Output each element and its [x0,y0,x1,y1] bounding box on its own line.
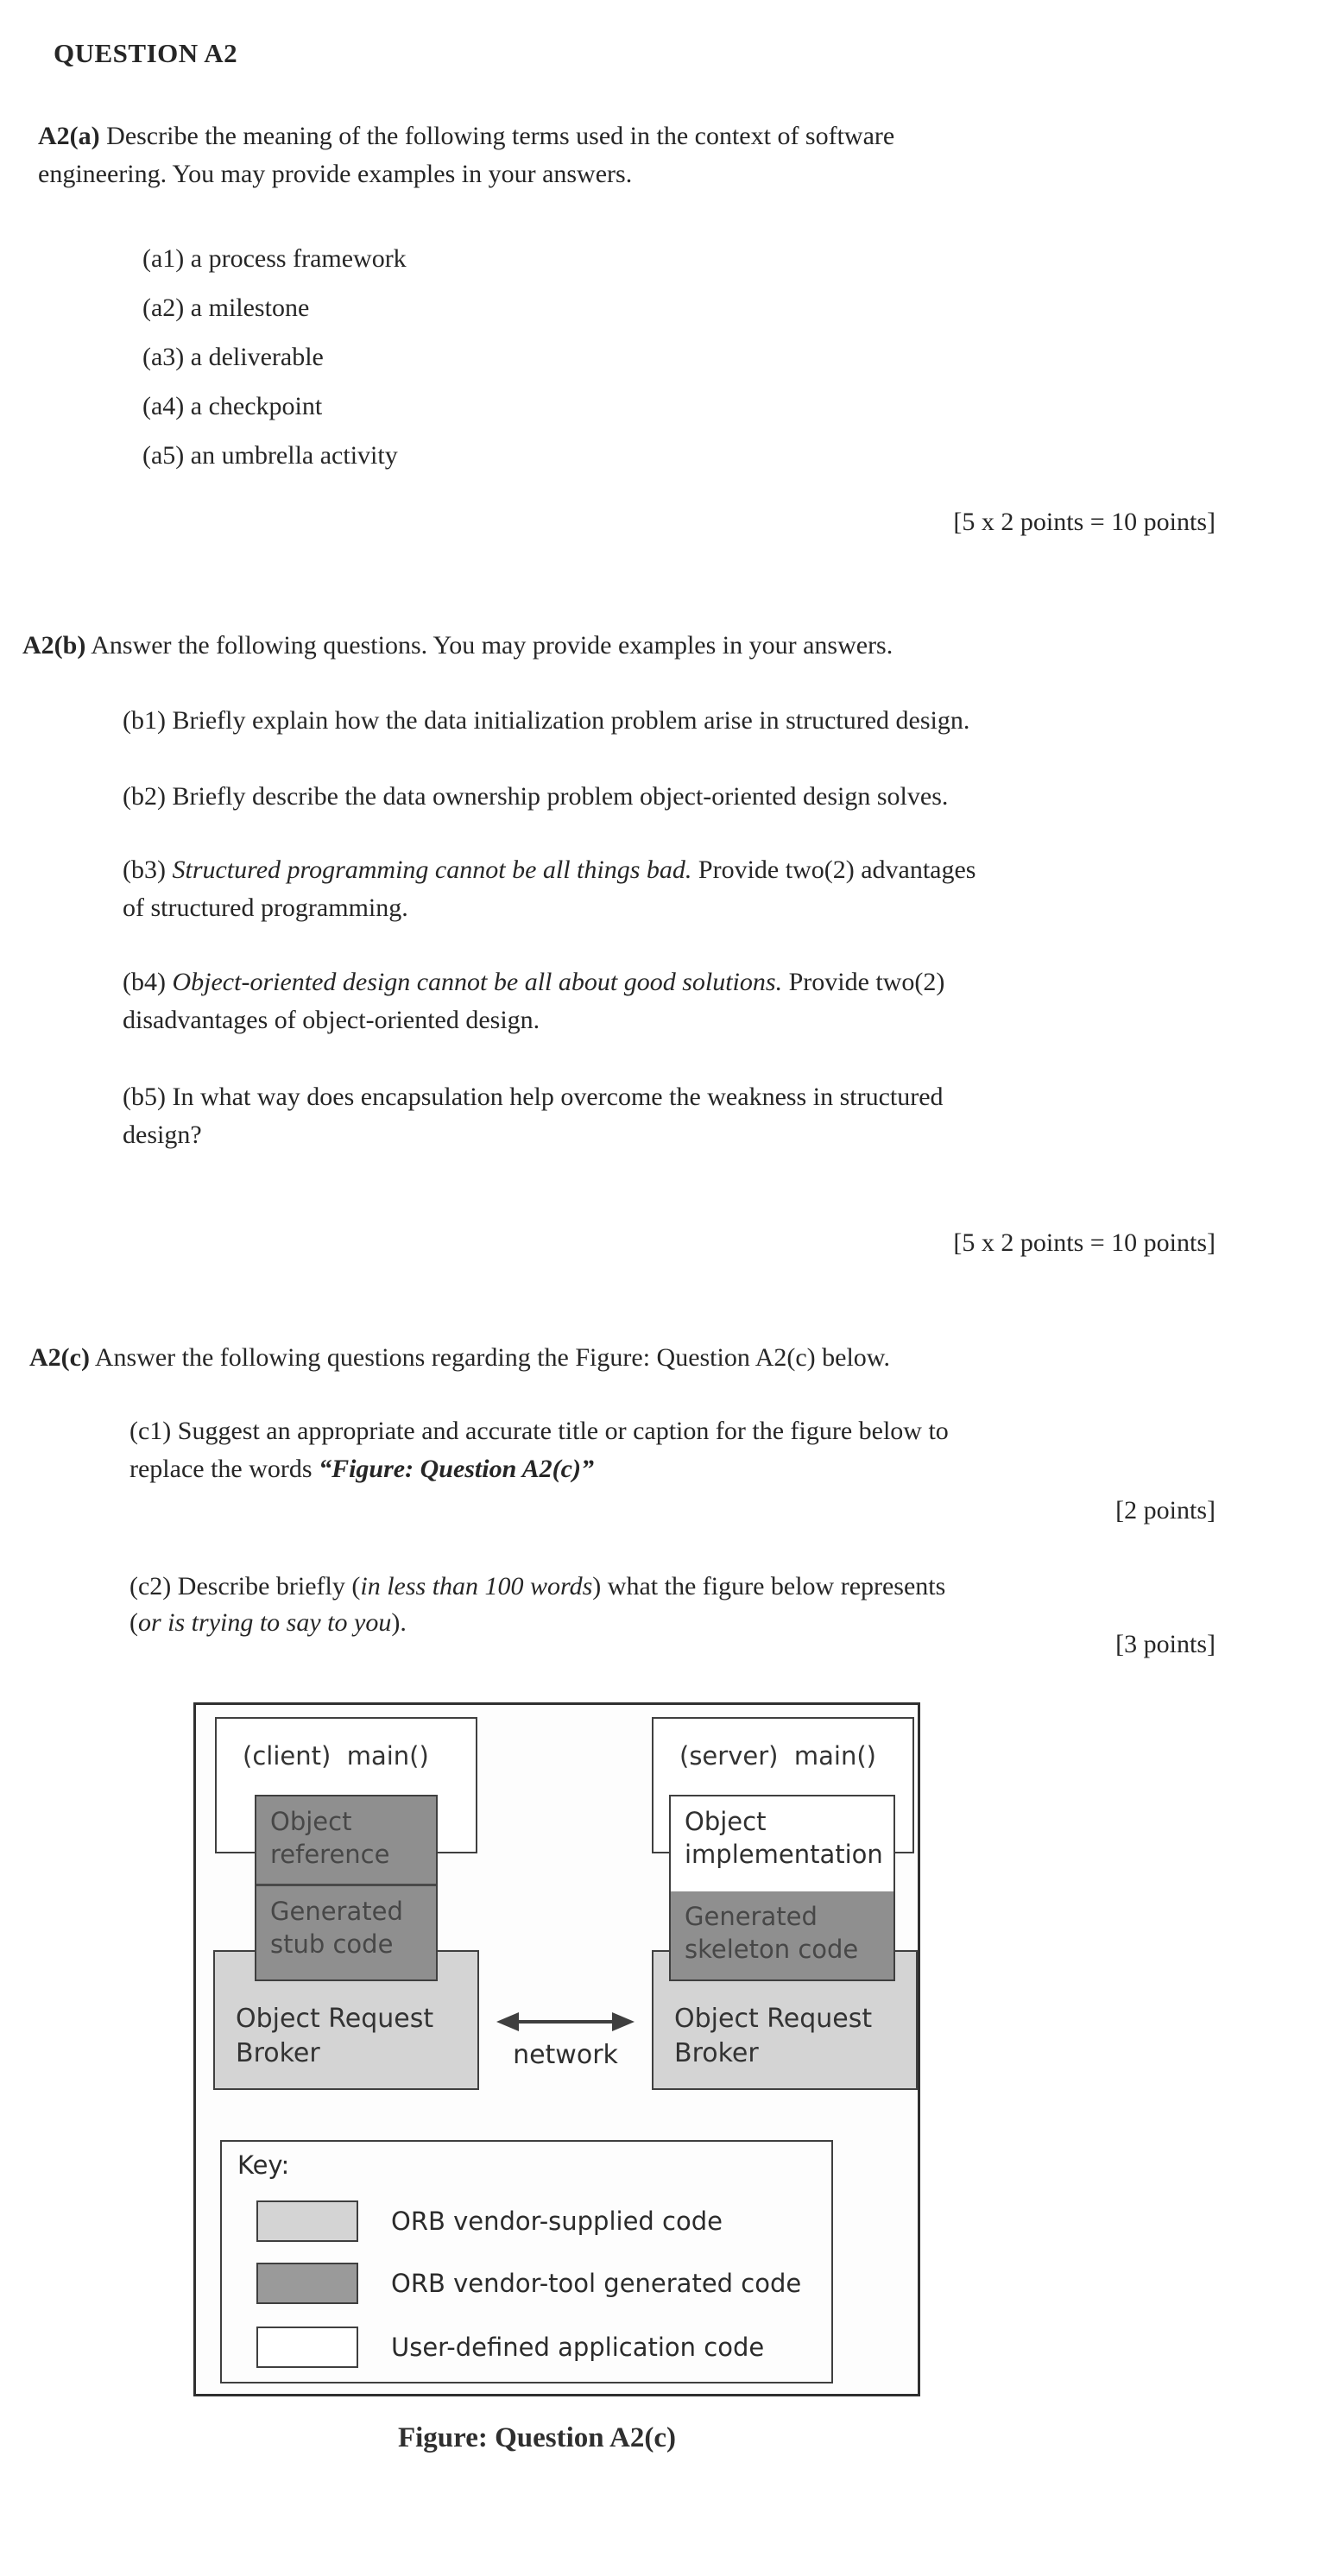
key-label-vendor-supplied: ORB vendor-supplied code [391,2207,723,2236]
generated-skeleton-code-section: Generated skeleton code [671,1891,893,1979]
question-b5-line-1: (b5) In what way does encapsulation help overcome the weakness in structured [123,1083,944,1111]
figure-outer-box [193,1702,920,2396]
key-row-tool-generated [256,2263,818,2304]
list-item-a2: (a2) a milestone [142,294,310,322]
key-label-user-defined: User-defined application code [391,2333,765,2362]
key-title: Key: [237,2150,290,2180]
key-row-vendor-supplied [256,2200,818,2242]
list-item-a3: (a3) a deliverable [142,343,324,371]
question-c2-line-1: (c2) Describe briefly (in less than 100 words) what the figure below represents [129,1572,946,1601]
question-b4-line-2: disadvantages of object-oriented design. [123,1006,540,1034]
question-b5-line-2: design? [123,1121,202,1149]
question-b3-line-2: of structured programming. [123,893,408,922]
key-box [220,2140,833,2383]
points-c1: [2 points] [1115,1496,1216,1525]
question-c2-line-2: (or is trying to say to you). [129,1608,407,1637]
orb-left-label: Object Request Broker [236,2004,434,2068]
section-a-intro-line-2: engineering. You may provide examples in your answers. [38,160,633,188]
generated-stub-code-section: Generated stub code [270,1897,403,1959]
orb-right-label: Object Request Broker [674,2004,873,2068]
question-b2: (b2) Briefly describe the data ownership problem object-oriented design solves. [123,782,949,811]
question-c1-line-2: replace the words “Figure: Question A2(c)” [129,1455,594,1483]
list-item-a4: (a4) a checkpoint [142,392,323,420]
key-swatch-tool-generated [256,2263,358,2304]
section-c-label: A2(c) [29,1343,90,1372]
question-b4-line-1: (b4) Object-oriented design cannot be all about good solutions. Provide two(2) [123,968,945,996]
section-a-intro-line-1: A2(a) Describe the meaning of the following terms used in the context of software [38,122,895,150]
list-item-a5: (a5) an umbrella activity [142,441,398,470]
server-main-box: (server) main() [652,1717,914,1853]
points-section-b: [5 x 2 points = 10 points] [953,1228,1216,1257]
list-item-a1: (a1) a process framework [142,244,407,273]
key-swatch-user-defined [256,2327,358,2368]
section-a-label: A2(a) [38,122,100,150]
figure-caption: Figure: Question A2(c) [397,2422,677,2453]
question-c1-line-1: (c1) Suggest an appropriate and accurate title or caption for the figure below to [129,1417,949,1445]
object-implementation-section: Object implementation [671,1796,893,1891]
section-b-label: A2(b) [22,631,86,660]
network-label: network [513,2040,618,2070]
section-c-intro: A2(c) Answer the following questions regarding the Figure: Question A2(c) below. [29,1343,891,1372]
key-row-user-defined [256,2327,818,2368]
object-reference-section: Object reference [256,1796,436,1886]
points-section-a: [5 x 2 points = 10 points] [953,508,1216,536]
server-generated-stack [669,1795,895,1981]
key-swatch-vendor-supplied [256,2200,358,2242]
question-b3-line-1: (b3) Structured programming cannot be all things bad. Provide two(2) advantages [123,856,976,884]
key-label-tool-generated: ORB vendor-tool generated code [391,2269,802,2298]
section-b-intro: A2(b) Answer the following questions. You may provide examples in your answers. [22,631,893,660]
points-c2: [3 points] [1115,1630,1216,1658]
network-arrow-icon [491,2007,640,2036]
question-title: QUESTION A2 [54,38,238,68]
question-b1: (b1) Briefly explain how the data initialization problem arise in structured design. [123,706,970,735]
client-generated-stack [255,1795,438,1981]
client-main-box: (client) main() [215,1717,477,1853]
